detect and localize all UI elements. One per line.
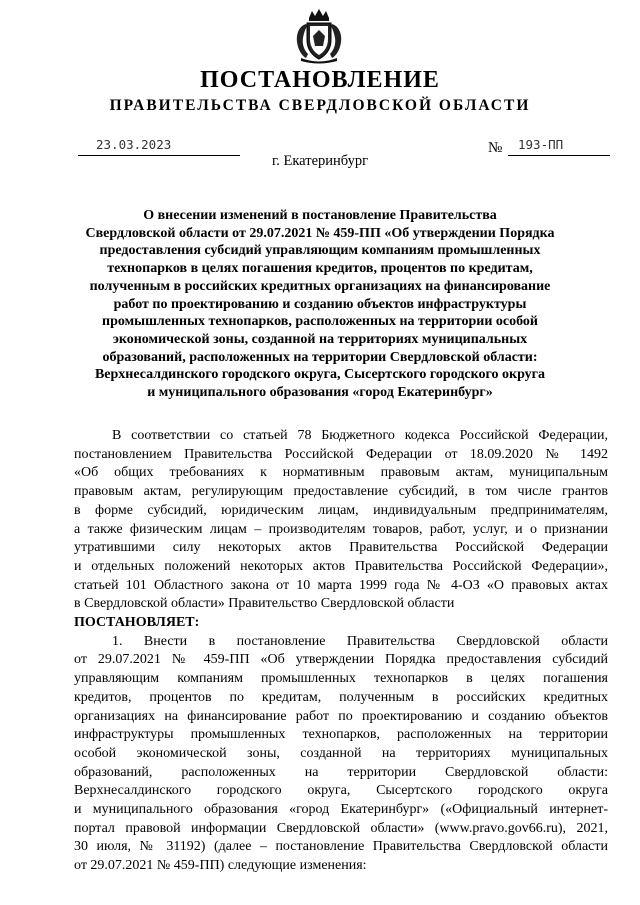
text-line: утратившими силу некоторых актов Правительства Российской Федерации [74, 540, 608, 556]
document-number: 193-ПП [518, 137, 564, 152]
title-line: предоставления субсидий управляющим компаниям промышленных [99, 243, 541, 259]
resolve-label: ПОСТАНОВЛЯЕТ: [74, 615, 200, 631]
document-title [72, 207, 568, 402]
text-line: 1. Внести в постановление Правительства Свердловской области [112, 633, 608, 649]
city: г. Екатеринбург [271, 153, 369, 169]
title-line: промышленных технопарков, расположенных на территории особой [102, 314, 538, 330]
title-line: работ по проектированию и созданию объектов инфраструктуры [113, 296, 527, 312]
text-line: а также физическим лицам – производителям товаров, работ, услуг, и о признании [74, 521, 608, 537]
title-line: технопарков в целях погашения кредитов, процентов по кредитам, [107, 261, 533, 277]
text-line: от 29.07.2021 № 459-ПП «Об утверждении Порядка предоставления субсидий [74, 652, 608, 668]
text-line: статьей 101 Областного закона от 10 марта 1999 года № 4-ОЗ «О правовых актах [74, 577, 608, 593]
text-line: правовым актам, регулирующим предоставление субсидий, в том числе грантов [74, 484, 608, 500]
title-line: О внесении изменений в постановление Правительства [143, 208, 497, 223]
text-line: особой экономической зоны, созданной на территориях муниципальных [74, 745, 608, 761]
document-date: 23.03.2023 [96, 137, 172, 152]
document-type: ПОСТАНОВЛЕНИЕ [200, 67, 440, 93]
text-line: и муниципального образования «город Екатеринбург» («Официальный интернет- [74, 802, 608, 818]
title-line: образований, расположенных на территории Свердловской области: [102, 349, 538, 365]
text-line: в форме субсидий, юридическим лицам, индивидуальным предпринимателям, [74, 502, 608, 518]
text-line: от 29.07.2021 № 459-ПП) следующие изменения: [74, 858, 367, 874]
title-line: и муниципального образования «город Екатеринбург» [147, 385, 493, 401]
number-sign: № [488, 140, 503, 156]
text-line: образований, расположенных на территории Свердловской области: [74, 764, 608, 780]
text-line: 30 июля, № 31192) (далее – постановление Правительства Свердловской области [74, 839, 608, 855]
text-line: в Свердловской области» Правительство Свердловской области [74, 596, 455, 612]
preamble-paragraph [74, 427, 608, 614]
issuing-organization: ПРАВИТЕЛЬСТВА СВЕРДЛОВСКОЙ ОБЛАСТИ [109, 97, 531, 114]
title-line: Свердловской области от 29.07.2021 № 459-ПП «Об утверждении Порядка [85, 225, 555, 241]
text-line: организациях на финансирование работ по проектированию и созданию объектов [74, 708, 608, 724]
text-line: постановлением Правительства Российской Федерации от 18.09.2020 № 1492 [74, 446, 608, 462]
text-line: кредитов, процентов по кредитам, полученным в российских кредитных [74, 689, 608, 705]
title-line: Верхнесалдинского городского округа, Сысертского городского округа [94, 367, 546, 383]
title-line: экономической зоны, созданной на территориях муниципальных [112, 331, 528, 347]
text-line: «Об общих требованиях к нормативным правовым актам, муниципальным [74, 465, 608, 481]
text-line: инфраструктуры промышленных технопарков, расположенных на территории [74, 727, 608, 743]
title-line: полученным в российских кредитных организациях на финансирование [89, 278, 551, 294]
text-line: управляющим компаниям промышленных технопарков в целях погашения [74, 671, 608, 687]
item-1-paragraph [74, 633, 608, 876]
text-line: В соответствии со статьей 78 Бюджетного кодекса Российской Федерации, [112, 428, 608, 443]
coat-of-arms-icon [293, 8, 345, 64]
text-line: и отдельных положений некоторых актов Правительства Российской Федерации», [74, 558, 608, 574]
text-line: Верхнесалдинского городского округа, Сысертского городского округа [74, 783, 608, 799]
document-body [74, 427, 608, 876]
text-line: портал правовой информации Свердловской области» (www.pravo.gov66.ru), 2021, [74, 820, 608, 836]
